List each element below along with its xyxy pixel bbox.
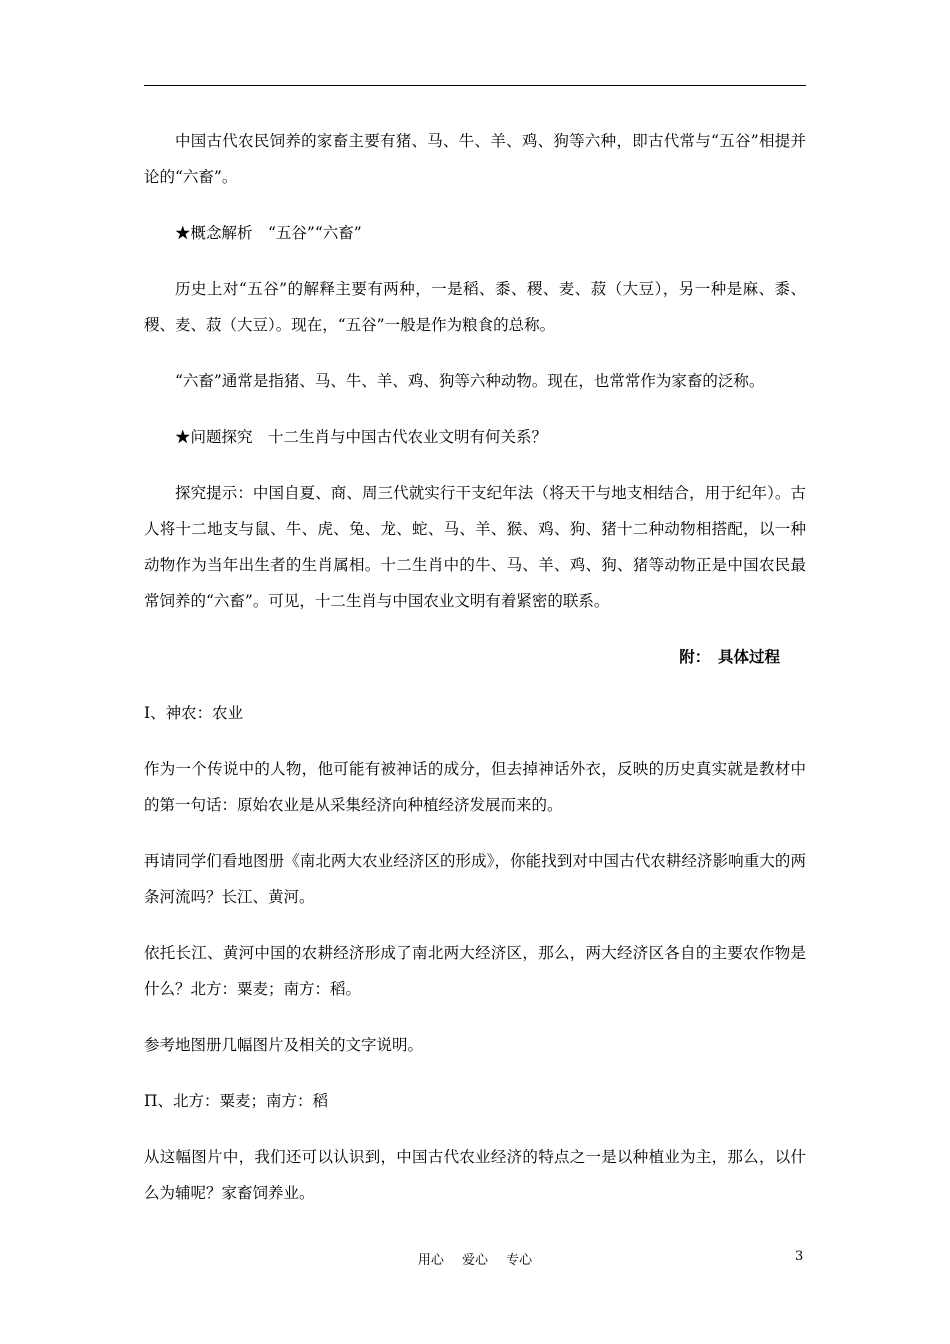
paragraph-exploration-hint: 探究提示：中国自夏、商、周三代就实行干支纪年法（将天干与地支相结合，用于纪年）。古人将十二地支与鼠、牛、虎、兔、龙、蛇、马、羊、猴、鸡、狗、猪十二种动物相搭配，以一种动物作为当年出生者的生肖属相。十二生肖中的牛、马、羊、鸡、狗、猪等动物正是中国农民最常饲养的“六畜”。可见，十二生肖与中国农业文明有着紧密的联系。 [144,484,806,610]
section-heading-2: Π、北方：粟麦；南方：稻 [144,1092,329,1110]
section-heading-1: Ⅰ、神农：农业 [144,704,244,722]
paragraph-livestock-supplement: 从这幅图片中，我们还可以认识到，中国古代农业经济的特点之一是以种植业为主，那么，以什么为辅呢？家畜饲养业。 [144,1148,806,1202]
header-rule [144,85,806,86]
paragraph-six-livestock: “六畜”通常是指猪、马、牛、羊、鸡、狗等六种动物。现在，也常常作为家畜的泛称。 [175,372,765,390]
appendix-heading: 附： 具体过程 [679,647,780,666]
document-body [144,123,806,1231]
paragraph-five-grains: 历史上对“五谷”的解释主要有两种，一是稻、黍、稷、麦、菽（大豆），另一种是麻、黍、稷、麦、菽（大豆）。现在，“五谷”一般是作为粮食的总称。 [144,280,806,334]
page-number: 3 [795,1249,804,1264]
paragraph-shennong: 作为一个传说中的人物，他可能有被神话的成分，但去掉神话外衣，反映的历史真实就是教材中的第一句话：原始农业是从采集经济向种植经济发展而来的。 [144,760,806,814]
concept-analysis-heading: ★概念解析 “五谷”“六畜” [175,224,362,242]
paragraph-six-livestock-intro: 中国古代农民饲养的家畜主要有猪、马、牛、羊、鸡、狗等六种，即古代常与“五谷”相提并论的“六畜”。 [144,132,806,186]
paragraph-atlas-reference: 参考地图册几幅图片及相关的文字说明。 [144,1036,424,1054]
paragraph-atlas-rivers: 再请同学们看地图册《南北两大农业经济区的形成》，你能找到对中国古代农耕经济影响重大的两条河流吗？长江、黄河。 [144,852,806,906]
footer-motto: 用心 爱心 专心 [417,1253,533,1268]
question-heading: ★问题探究 十二生肖与中国古代农业文明有何关系？ [175,428,548,446]
paragraph-crops: 依托长江、黄河中国的农耕经济形成了南北两大经济区，那么，两大经济区各自的主要农作物是什么？北方：粟麦；南方：稻。 [144,944,806,998]
